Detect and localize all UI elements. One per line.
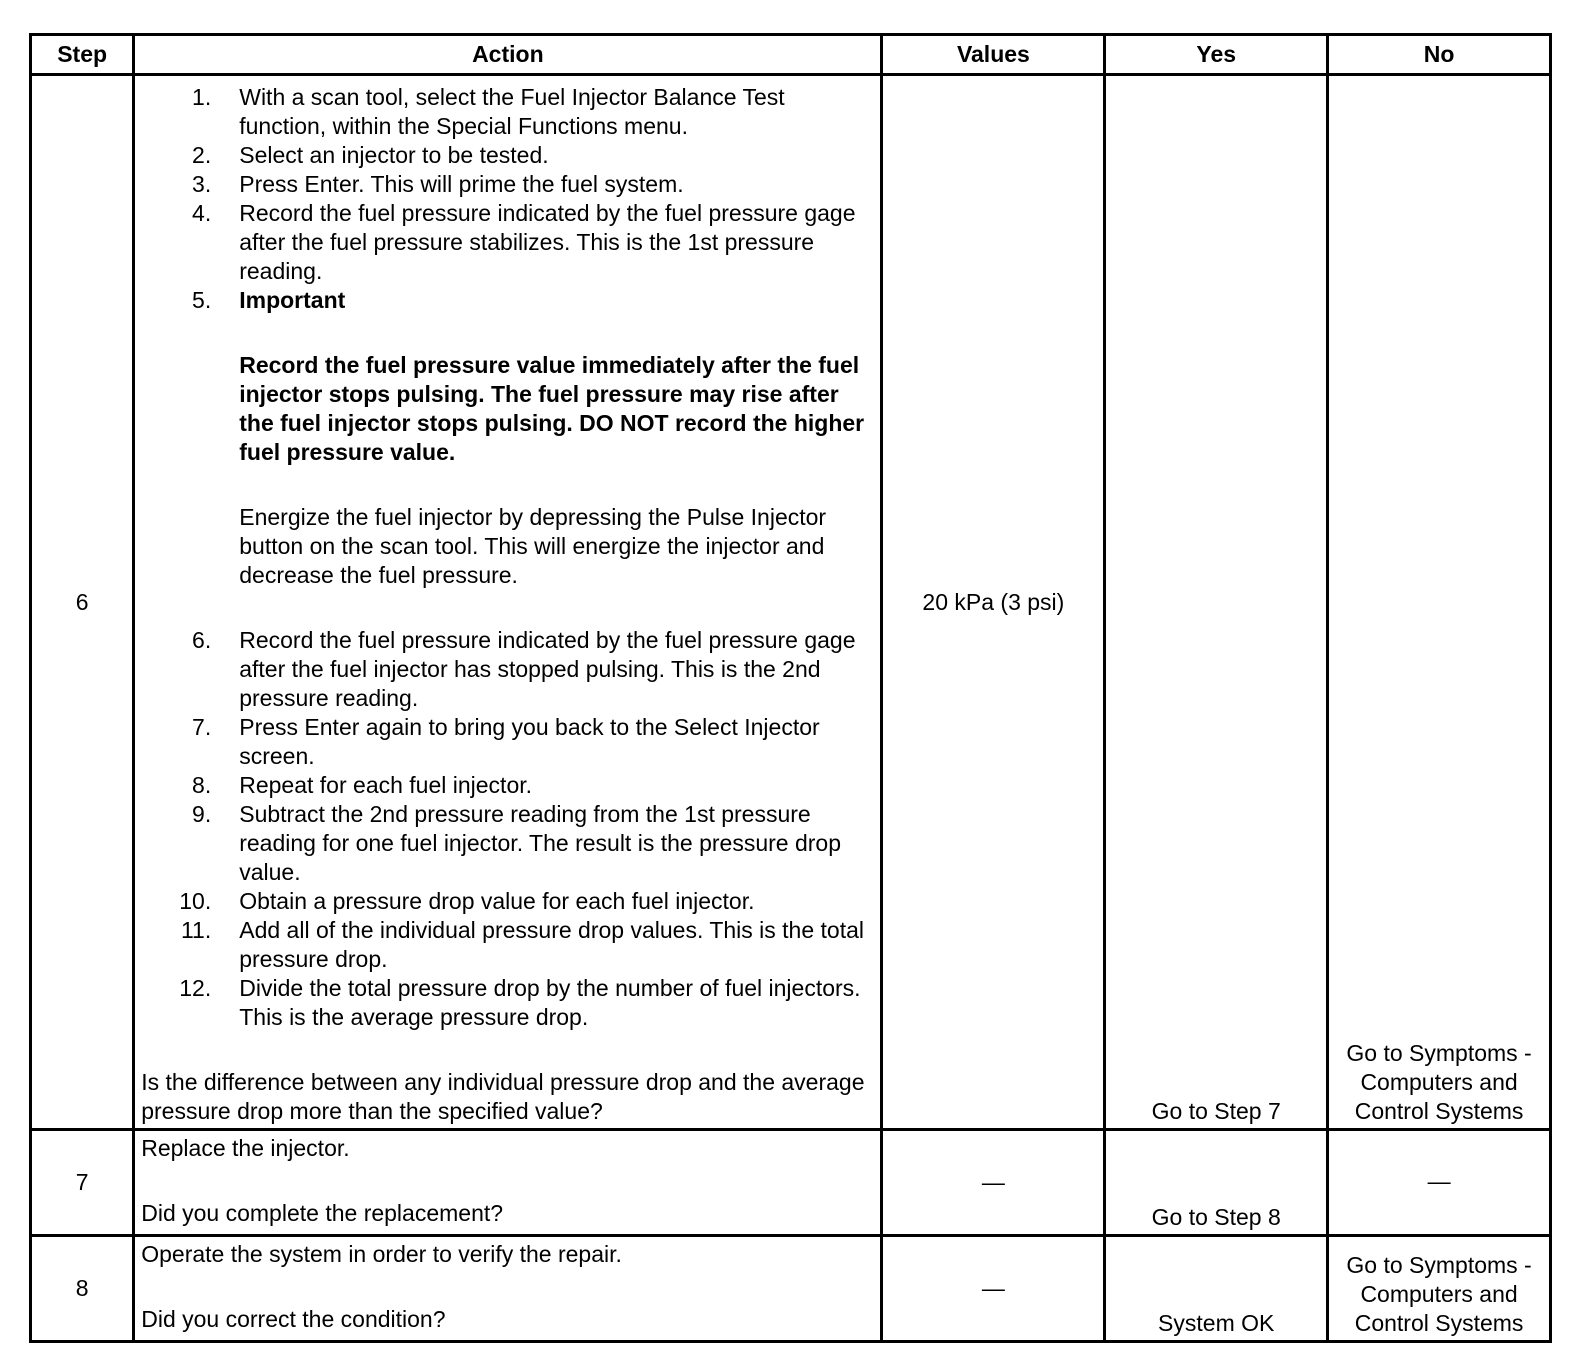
item-text: Press Enter. This will prime the fuel system. (239, 171, 684, 197)
item-text: Divide the total pressure drop by the number of fuel injectors. This is the average pressure drop. (239, 975, 861, 1030)
item-number: 2. (192, 142, 212, 168)
item-number: 7. (192, 714, 212, 740)
list-item (141, 286, 874, 315)
procedure-list-continued (141, 626, 874, 1032)
item-number: 5. (192, 287, 212, 313)
no-cell: — (1328, 1130, 1551, 1236)
table-row-step-6 (31, 75, 1551, 1130)
question-text: Did you correct the condition? (141, 1306, 446, 1332)
important-note: Record the fuel pressure value immediately after the fuel injector stops pulsing. The fuel pressure may rise after the fuel injector stops pulsing. DO NOT record the higher fuel pressure value. (239, 352, 865, 465)
header-step: Step (31, 35, 134, 75)
action-cell (134, 75, 882, 1130)
step-number: 6 (31, 75, 134, 1130)
no-cell: Go to Symptoms - Computers and Control Systems (1328, 1236, 1551, 1342)
step-number: 8 (31, 1236, 134, 1342)
list-item (141, 800, 874, 887)
important-label: Important (239, 287, 346, 313)
table-row-step-7 (31, 1130, 1551, 1236)
item-number: 1. (192, 84, 212, 110)
item-number: 11. (180, 917, 212, 943)
item-text: With a scan tool, select the Fuel Injector Balance Test function, within the Special Functions menu. (239, 84, 785, 139)
action-cell (134, 1236, 882, 1342)
list-item (141, 170, 874, 199)
header-yes: Yes (1105, 35, 1328, 75)
item-text: Record the fuel pressure indicated by the fuel pressure gage after the fuel injector has stopped pulsing. This is the 2nd pressure reading. (239, 627, 856, 711)
list-item (141, 199, 874, 286)
list-item (141, 916, 874, 974)
yes-cell: System OK (1105, 1236, 1328, 1342)
action-cell (134, 1130, 882, 1236)
value-cell: — (882, 1236, 1105, 1342)
item-number: 6. (192, 627, 212, 653)
item-text: Subtract the 2nd pressure reading from the 1st pressure reading for one fuel injector. The result is the pressure drop value. (239, 801, 841, 885)
item-number: 9. (192, 801, 212, 827)
procedure-list (141, 83, 874, 315)
question-text: Did you complete the replacement? (141, 1200, 504, 1226)
item-text: Repeat for each fuel injector. (239, 772, 533, 798)
item-number: 3. (192, 171, 212, 197)
diagnostic-table (29, 33, 1552, 1343)
item-number: 10. (179, 888, 212, 914)
item-text: Press Enter again to bring you back to the Select Injector screen. (239, 714, 820, 769)
header-action: Action (134, 35, 882, 75)
list-item (141, 713, 874, 771)
header-values: Values (882, 35, 1105, 75)
item-number: 4. (192, 200, 212, 226)
action-text: Replace the injector. (141, 1135, 350, 1161)
step-number: 7 (31, 1130, 134, 1236)
item-text: Obtain a pressure drop value for each fuel injector. (239, 888, 755, 914)
yes-cell: Go to Step 8 (1105, 1130, 1328, 1236)
table-row-step-8 (31, 1236, 1551, 1342)
value-cell: — (882, 1130, 1105, 1236)
value-cell: 20 kPa (3 psi) (882, 75, 1105, 1130)
energize-instruction: Energize the fuel injector by depressing the Pulse Injector button on the scan tool. This will energize the injector and decrease the fuel pressure. (239, 504, 827, 588)
item-text: Add all of the individual pressure drop values. This is the total pressure drop. (239, 917, 864, 972)
header-row (31, 35, 1551, 75)
list-item (141, 626, 874, 713)
item-text: Record the fuel pressure indicated by the fuel pressure gage after the fuel pressure stabilizes. This is the 1st pressure reading. (239, 200, 856, 284)
question-text: Is the difference between any individual pressure drop and the average pressure drop more than the specified value? (141, 1069, 865, 1124)
list-item (141, 771, 874, 800)
yes-cell: Go to Step 7 (1105, 75, 1328, 1130)
header-no: No (1328, 35, 1551, 75)
item-number: 8. (192, 772, 212, 798)
action-text: Operate the system in order to verify the repair. (141, 1241, 622, 1267)
list-item (141, 141, 874, 170)
list-item (141, 887, 874, 916)
item-text: Select an injector to be tested. (239, 142, 549, 168)
no-cell: Go to Symptoms - Computers and Control Systems (1328, 75, 1551, 1130)
list-item (141, 83, 874, 141)
item-number: 12. (179, 975, 212, 1001)
list-item (141, 974, 874, 1032)
